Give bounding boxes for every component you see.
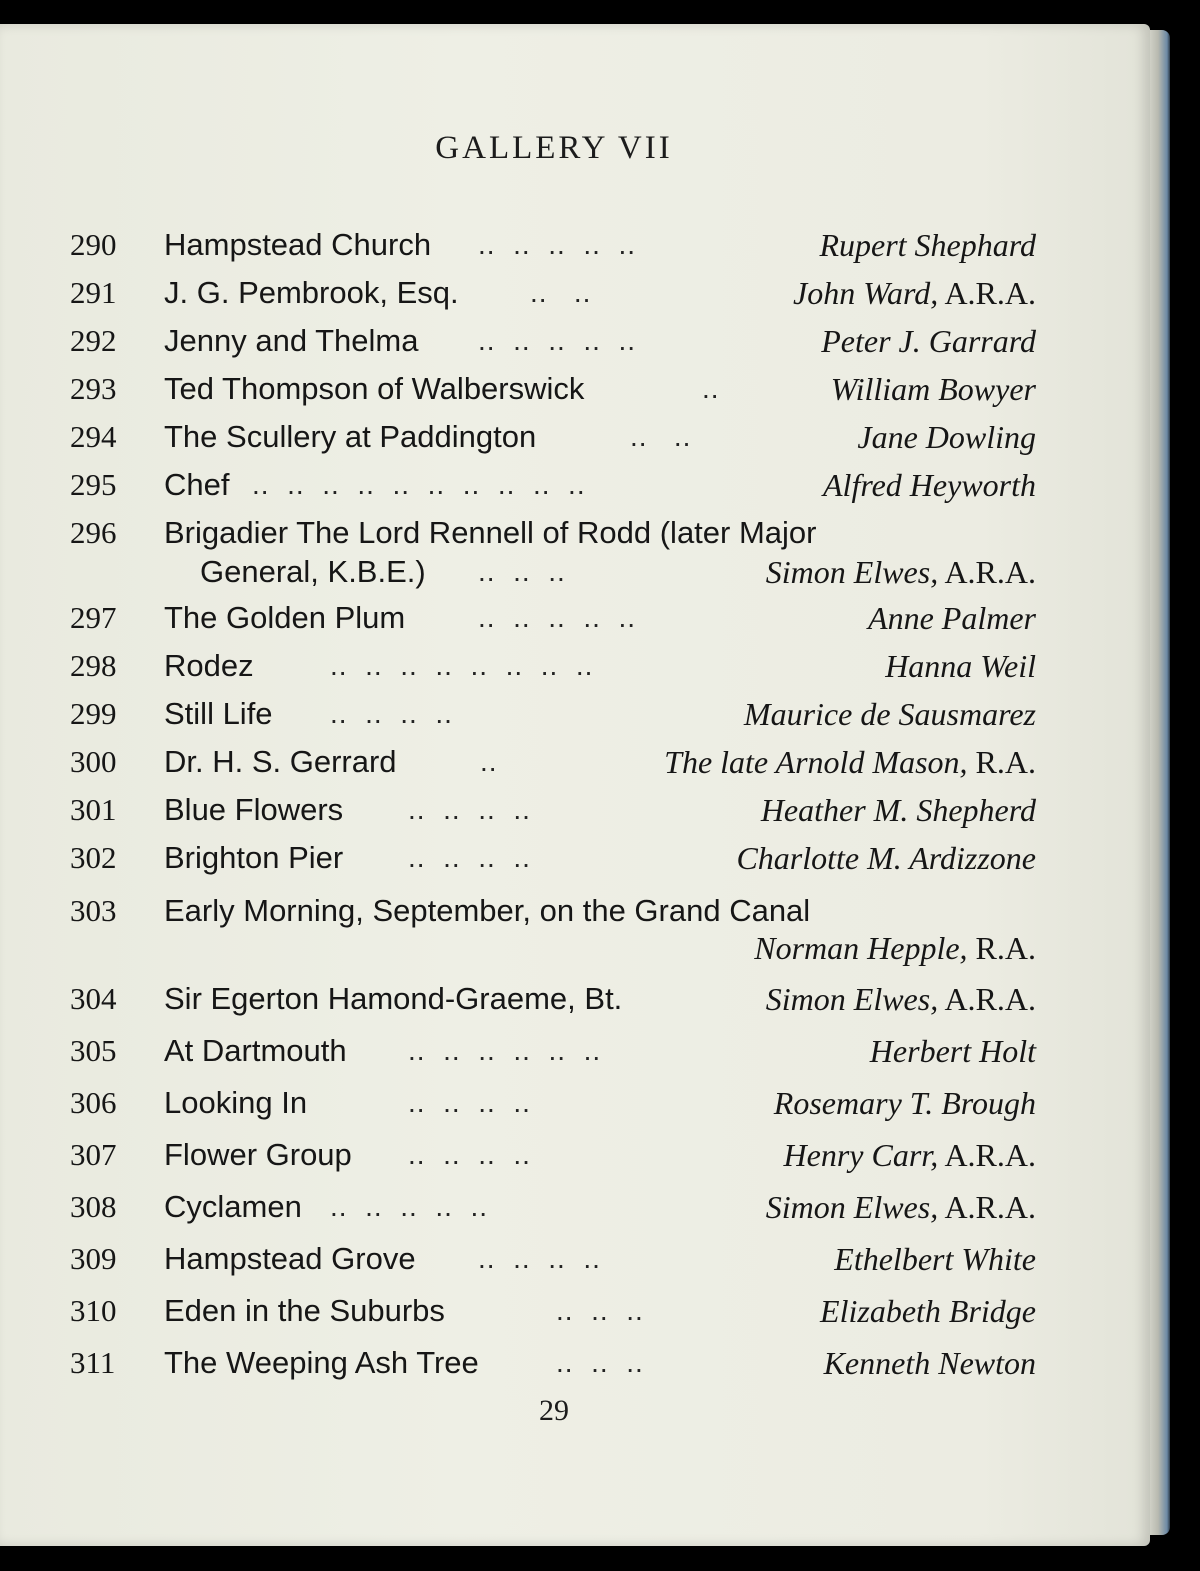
entry-number: 310 — [70, 1293, 117, 1328]
entry-artist — [774, 1083, 1036, 1123]
entry-number: 290 — [70, 227, 117, 262]
entry-artist — [766, 979, 1036, 1019]
entry-line — [0, 1239, 1150, 1279]
entry-artist — [736, 838, 1036, 878]
entry-artist — [831, 369, 1036, 409]
artist-name: Norman Hepple, — [754, 930, 968, 966]
entry-artist — [761, 790, 1036, 830]
dot-leader: .. .. — [530, 277, 592, 308]
artist-honours: A.R.A. — [938, 554, 1036, 590]
artist-name: Jane Dowling — [857, 419, 1036, 455]
artist-name: Hanna Weil — [885, 648, 1036, 684]
artist-honours: A.R.A. — [938, 1189, 1036, 1225]
dot-leader: .. .. .. .. .. — [330, 1191, 489, 1222]
entry-number: 293 — [70, 371, 117, 406]
entry-line — [0, 598, 1150, 638]
entry-artist — [766, 552, 1036, 592]
catalogue-page — [0, 24, 1150, 1546]
entry-number: 307 — [70, 1137, 117, 1172]
entry-artist — [744, 694, 1036, 734]
entry-number: 298 — [70, 648, 117, 683]
dot-leader: .. — [702, 373, 720, 404]
dot-leader: .. — [480, 746, 498, 777]
entry-line — [0, 1187, 1150, 1227]
dot-leader: .. .. .. .. — [408, 1139, 531, 1170]
entry-title: The Scullery at Paddington — [164, 419, 537, 454]
artist-name: Peter J. Garrard — [821, 323, 1036, 359]
entry-line — [0, 1291, 1150, 1331]
dot-leader: .. .. — [630, 421, 692, 452]
artist-name: Simon Elwes, — [765, 1189, 939, 1225]
entry-number: 300 — [70, 744, 117, 779]
entry-list — [0, 24, 1150, 1546]
entry-artist — [821, 321, 1036, 361]
entry-line-continued — [0, 928, 1150, 968]
artist-honours: A.R.A. — [938, 275, 1036, 311]
entry-artist — [834, 1239, 1036, 1279]
entry-number: 311 — [70, 1345, 116, 1380]
entry-number: 303 — [70, 893, 117, 928]
entry-title: Blue Flowers — [164, 792, 344, 827]
artist-honours: R.A. — [967, 744, 1036, 780]
entry-title: Rodez — [164, 648, 254, 683]
entry-number: 308 — [70, 1189, 117, 1224]
entry-title: The Golden Plum — [164, 600, 406, 635]
entry-artist — [664, 742, 1036, 782]
entry-title: At Dartmouth — [164, 1033, 347, 1068]
artist-name: Elizabeth Bridge — [820, 1293, 1036, 1329]
artist-name: Heather M. Shepherd — [760, 792, 1036, 828]
entry-title: Still Life — [164, 696, 273, 731]
entry-line — [0, 742, 1150, 782]
dot-leader: .. .. .. .. .. — [478, 602, 637, 633]
entry-line — [0, 465, 1150, 505]
entry-title: Hampstead Grove — [164, 1241, 416, 1276]
dot-leader: .. .. .. .. — [408, 794, 531, 825]
dot-leader: .. .. .. — [478, 556, 566, 587]
artist-name: William Bowyer — [830, 371, 1036, 407]
artist-name: Ethelbert White — [834, 1241, 1036, 1277]
entry-artist — [784, 1135, 1036, 1175]
page-edge — [1150, 30, 1170, 1535]
entry-title: J. G. Pembrook, Esq. — [164, 275, 459, 310]
dot-leader: .. .. .. .. .. .. — [408, 1035, 602, 1066]
artist-honours: R.A. — [967, 930, 1036, 966]
artist-name: Charlotte M. Ardizzone — [736, 840, 1036, 876]
entry-title: Dr. H. S. Gerrard — [164, 744, 397, 779]
entry-line — [0, 513, 1150, 553]
entry-number: 295 — [70, 467, 117, 502]
entry-number: 297 — [70, 600, 117, 635]
entry-artist — [870, 1031, 1036, 1071]
entry-line — [0, 838, 1150, 878]
entry-line — [0, 417, 1150, 457]
entry-number: 301 — [70, 792, 117, 827]
artist-name: Rupert Shephard — [819, 227, 1036, 263]
entry-number: 294 — [70, 419, 117, 454]
entry-artist — [754, 928, 1036, 968]
dot-leader: .. .. .. .. .. — [478, 229, 637, 260]
entry-number: 302 — [70, 840, 117, 875]
artist-honours: A.R.A. — [938, 981, 1036, 1017]
entry-line — [0, 369, 1150, 409]
entry-artist — [766, 1187, 1036, 1227]
entry-number: 306 — [70, 1085, 117, 1120]
entry-title: Early Morning, September, on the Grand Canal — [164, 893, 811, 928]
entry-artist — [793, 273, 1036, 313]
entry-line — [0, 891, 1150, 931]
entry-title: Looking In — [164, 1085, 308, 1120]
artist-name: Rosemary T. Brough — [773, 1085, 1036, 1121]
entry-number: 299 — [70, 696, 117, 731]
entry-line — [0, 1083, 1150, 1123]
entry-title: Ted Thompson of Walberswick — [164, 371, 585, 406]
entry-title: Eden in the Suburbs — [164, 1293, 445, 1328]
dot-leader: .. .. .. .. — [330, 698, 453, 729]
artist-name: Herbert Holt — [869, 1033, 1036, 1069]
entry-title: Brighton Pier — [164, 840, 344, 875]
entry-line — [0, 321, 1150, 361]
entry-artist — [823, 465, 1036, 505]
entry-title: Flower Group — [164, 1137, 352, 1172]
artist-name: Anne Palmer — [868, 600, 1036, 636]
entry-title: Cyclamen — [164, 1189, 302, 1224]
entry-number: 305 — [70, 1033, 117, 1068]
entry-line-continued — [0, 552, 1150, 592]
artist-name: Simon Elwes, — [765, 554, 939, 590]
entry-line — [0, 979, 1150, 1019]
dot-leader: .. .. .. .. .. .. .. .. .. .. — [252, 469, 586, 500]
entry-artist — [857, 417, 1036, 457]
artist-name: Alfred Heyworth — [823, 467, 1036, 503]
artist-name: Henry Carr, — [783, 1137, 939, 1173]
dot-leader: .. .. .. .. .. .. .. .. — [330, 650, 594, 681]
artist-name: Kenneth Newton — [823, 1345, 1036, 1381]
entry-title: Chef — [164, 467, 230, 502]
artist-name: The late Arnold Mason, — [664, 744, 968, 780]
dot-leader: .. .. .. .. — [478, 1243, 601, 1274]
entry-line — [0, 225, 1150, 265]
artist-honours: A.R.A. — [938, 1137, 1036, 1173]
dot-leader: .. .. .. .. — [408, 1087, 531, 1118]
dot-leader: .. .. .. .. — [408, 842, 531, 873]
artist-name: John Ward, — [793, 275, 939, 311]
entry-number: 291 — [70, 275, 117, 310]
entry-line — [0, 1031, 1150, 1071]
dot-leader: .. .. .. — [556, 1295, 644, 1326]
artist-name: Simon Elwes, — [765, 981, 939, 1017]
entry-number: 292 — [70, 323, 117, 358]
gallery-heading: GALLERY VII — [435, 130, 673, 166]
artist-name: Maurice de Sausmarez — [743, 696, 1036, 732]
entry-title-continued: General, K.B.E.) — [200, 554, 426, 589]
entry-artist — [819, 225, 1036, 265]
entry-title: Hampstead Church — [164, 227, 432, 262]
entry-title: Sir Egerton Hamond-Graeme, Bt. — [164, 981, 623, 1016]
entry-number: 304 — [70, 981, 117, 1016]
entry-artist — [868, 598, 1036, 638]
entry-artist — [824, 1343, 1036, 1383]
entry-artist — [885, 646, 1036, 686]
entry-title: Jenny and Thelma — [164, 323, 419, 358]
entry-title: Brigadier The Lord Rennell of Rodd (later Major — [164, 515, 817, 550]
entry-title: The Weeping Ash Tree — [164, 1345, 479, 1380]
entry-artist — [820, 1291, 1036, 1331]
entry-line — [0, 1135, 1150, 1175]
dot-leader: .. .. .. — [556, 1347, 644, 1378]
page-number: 29 — [539, 1394, 569, 1427]
dot-leader: .. .. .. .. .. — [478, 325, 637, 356]
entry-line — [0, 273, 1150, 313]
entry-line — [0, 790, 1150, 830]
entry-number: 296 — [70, 515, 117, 550]
entry-line — [0, 1343, 1150, 1383]
entry-line — [0, 694, 1150, 734]
entry-line — [0, 646, 1150, 686]
entry-number: 309 — [70, 1241, 117, 1276]
